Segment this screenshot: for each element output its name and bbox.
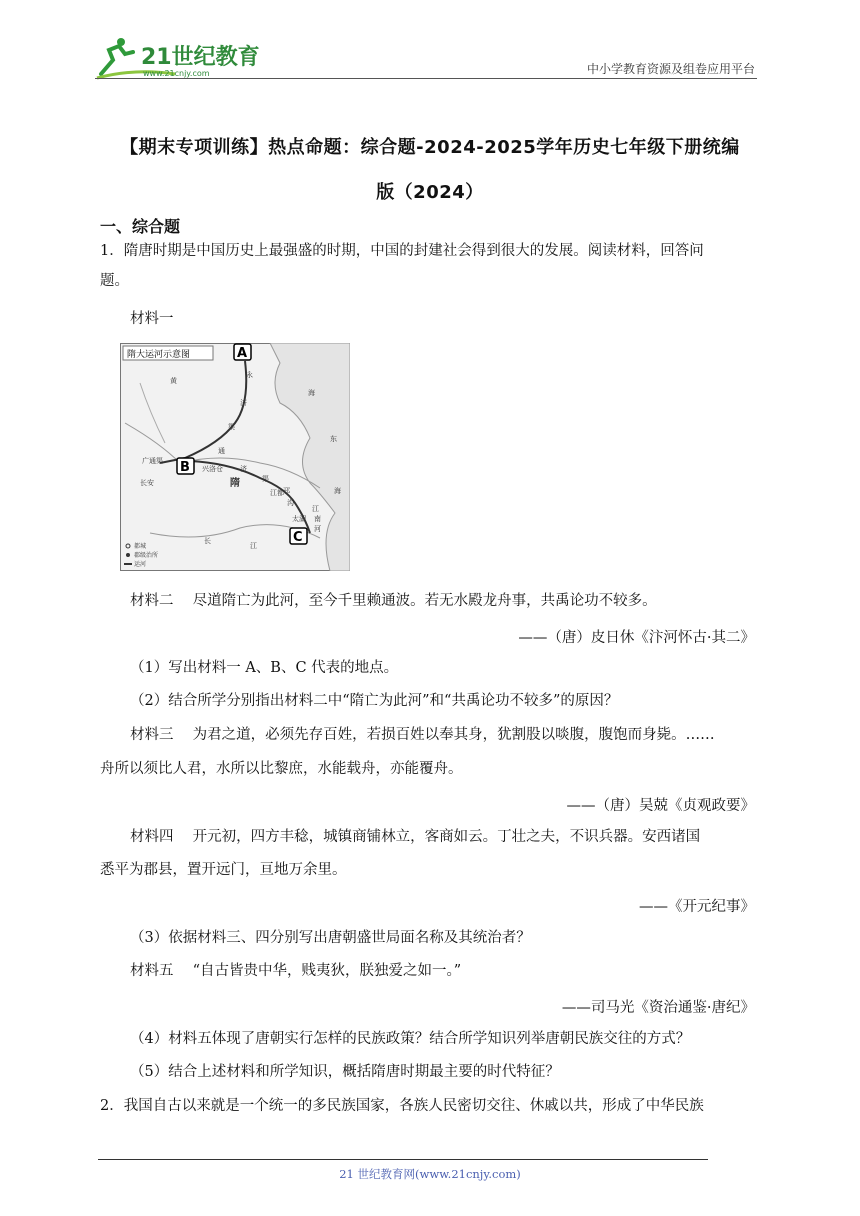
map-label: 江都 xyxy=(270,489,284,497)
platform-name: 中小学教育资源及组卷应用平台 xyxy=(586,62,755,76)
footer-divider xyxy=(98,1159,708,1160)
grand-canal-map xyxy=(120,343,350,571)
map-label: 济 xyxy=(240,465,247,473)
marker-b: B xyxy=(180,460,190,475)
map-label: 永 xyxy=(246,371,253,379)
legend-capital: 都城 xyxy=(134,543,147,550)
sub-question-1: （1）写出材料一 A、B、C 代表的地点。 xyxy=(130,660,399,676)
map-label: 太湖 xyxy=(292,515,306,523)
map-label: 黄 xyxy=(170,377,177,385)
map-label: 河 xyxy=(314,525,321,533)
doc-title-line1: 【期末专项训练】热点命题：综合题-2024-2025学年历史七年级下册统编 xyxy=(120,137,740,158)
material3-source: ——（唐）吴兢《贞观政要》 xyxy=(566,798,755,814)
marker-c: C xyxy=(293,530,303,545)
map-label: 长 xyxy=(204,537,211,545)
logo-text: 21世纪教育 xyxy=(141,45,260,70)
material4-line1: 材料四 开元初，四方丰稔，城镇商铺林立，客商如云。丁壮之夫，不识兵器。安西诸国 xyxy=(130,829,701,845)
footer-link[interactable]: 21 世纪教育网(www.21cnjy.com) xyxy=(339,1167,521,1181)
material4-line2: 悉平为郡县，置开远门，亘地万余里。 xyxy=(100,862,347,878)
material3-line2: 舟所以须比人君，水所以比黎庶，水能载舟，亦能覆舟。 xyxy=(100,761,463,777)
sub-question-2: （2）结合所学分别指出材料二中“隋亡为此河”和“共禹论功不较多”的原因？ xyxy=(130,693,619,709)
map-label: 通 xyxy=(218,447,225,455)
material3-line1: 材料三 为君之道，必须先存百姓，若损百姓以奉其身，犹割股以啖腹，腹饱而身毙。…… xyxy=(130,727,715,743)
map-label: 东 xyxy=(330,435,337,443)
map-label: 海 xyxy=(334,487,341,495)
material5-text: 材料五 “自古皆贵中华，贱夷狄，朕独爱之如一。” xyxy=(130,963,462,979)
sub-question-4: （4）材料五体现了唐朝实行怎样的民族政策？结合所学知识列举唐朝民族交往的方式？ xyxy=(130,1031,691,1047)
logo-url: www.21cnjy.com xyxy=(143,69,210,78)
legend-canal: 运河 xyxy=(134,561,147,568)
q1-stem-line2: 题。 xyxy=(100,273,129,289)
marker-a: A xyxy=(237,346,248,361)
sub-question-3: （3）依据材料三、四分别写出唐朝盛世局面名称及其统治者？ xyxy=(130,930,531,946)
runner-icon xyxy=(101,46,133,74)
map-label: 南 xyxy=(314,515,321,523)
map-label: 广通渠 xyxy=(142,457,163,465)
map-label: 江 xyxy=(312,505,319,513)
material2-source: ——（唐）皮日休《汴河怀古·其二》 xyxy=(518,630,755,646)
map-label: 兴洛仓 xyxy=(202,465,223,473)
map-label: 渠 xyxy=(228,423,235,431)
legend-prefecture: 郡级治所 xyxy=(134,552,159,559)
site-logo xyxy=(95,38,265,80)
map-label: 沟 xyxy=(287,499,294,507)
material4-source: ——《开元纪事》 xyxy=(639,899,755,915)
map-title: 隋大运河示意图 xyxy=(127,350,191,360)
map-label: 济 xyxy=(240,399,247,407)
material2-text: 材料二 尽道隋亡为此河，至今千里赖通波。若无水殿龙舟事，共禹论功不较多。 xyxy=(130,593,657,609)
material5-source: ——司马光《资治通鉴·唐纪》 xyxy=(561,1000,755,1016)
map-label: 渠 xyxy=(262,475,269,483)
q1-stem-line1: 1．隋唐时期是中国历史上最强盛的时期，中国的封建社会得到很大的发展。阅读材料，回答问 xyxy=(100,243,704,259)
map-label: 邗 xyxy=(283,487,290,495)
q2-stem-line1: 2．我国自古以来就是一个统一的多民族国家，各族人民密切交往、休戚以共，形成了中华民族 xyxy=(100,1098,704,1114)
doc-title-line2: 版（2024） xyxy=(376,182,484,203)
map-label: 江 xyxy=(250,542,257,550)
material1-label: 材料一 xyxy=(130,311,174,327)
map-label: 长安 xyxy=(140,479,154,487)
sub-question-5: （5）结合上述材料和所学知识，概括隋唐时期最主要的时代特征？ xyxy=(130,1064,560,1080)
map-label: 隋 xyxy=(230,478,240,489)
section-heading: 一、综合题 xyxy=(100,217,181,236)
map-label: 海 xyxy=(308,389,315,397)
header-divider xyxy=(95,78,757,79)
